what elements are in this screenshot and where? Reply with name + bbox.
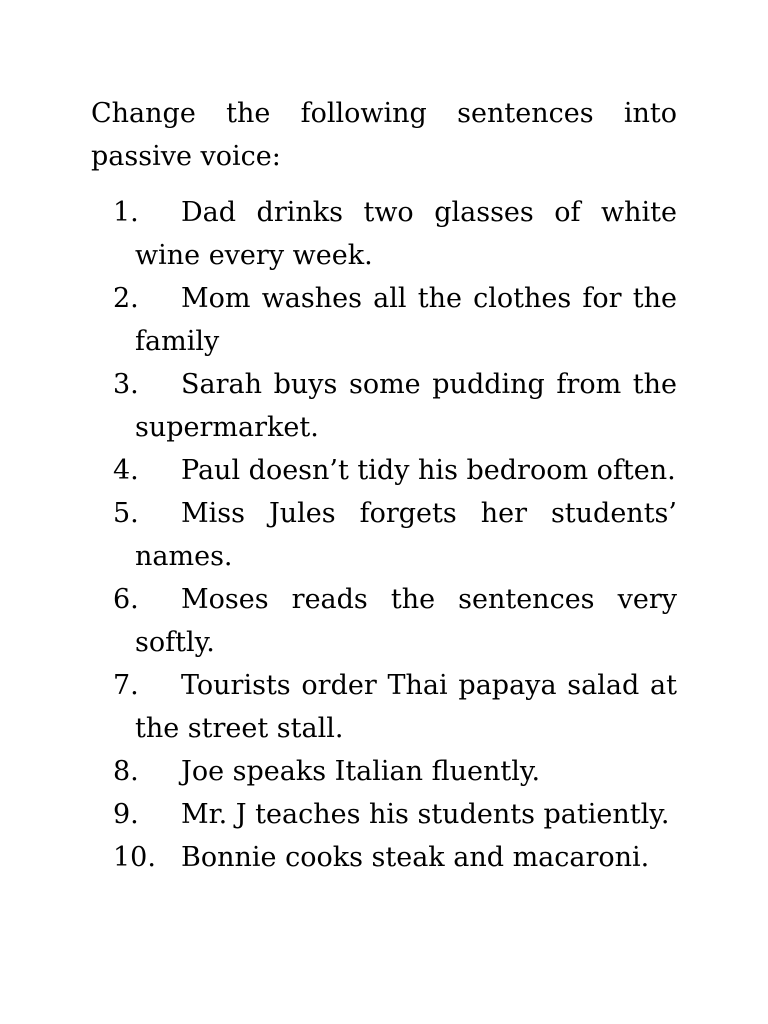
- item-text: Moses reads the sentences very softly.: [135, 584, 677, 658]
- worksheet-page: [91, 92, 677, 879]
- list-item: [91, 664, 677, 750]
- item-text: Dad drinks two glasses of white wine every week.: [135, 197, 677, 271]
- item-number: 4.: [113, 455, 139, 486]
- item-number: 9.: [113, 799, 139, 830]
- item-text: Bonnie cooks steak and macaroni.: [181, 842, 650, 873]
- item-number: 8.: [113, 756, 139, 787]
- item-number: 3.: [113, 369, 139, 400]
- item-number: 10.: [113, 842, 156, 873]
- exercise-list: [91, 191, 677, 879]
- item-number: 6.: [113, 584, 139, 615]
- instruction-text: Change the following sentences into passive voice:: [91, 98, 677, 172]
- item-number: 5.: [113, 498, 139, 529]
- list-item: [91, 363, 677, 449]
- list-item: [91, 750, 677, 793]
- item-text: Tourists order Thai papaya salad at the street stall.: [135, 670, 677, 744]
- item-text: Joe speaks Italian fluently.: [181, 756, 541, 787]
- item-number: 2.: [113, 283, 139, 314]
- item-text: Sarah buys some pudding from the supermarket.: [135, 369, 677, 443]
- item-text: Mr. J teaches his students patiently.: [181, 799, 670, 830]
- item-text: Mom washes all the clothes for the family: [135, 283, 677, 357]
- list-item: [91, 578, 677, 664]
- list-item: [91, 449, 677, 492]
- item-number: 1.: [113, 197, 139, 228]
- list-item: [91, 277, 677, 363]
- list-item: [91, 492, 677, 578]
- list-item: [91, 836, 677, 879]
- item-text: Paul doesn’t tidy his bedroom often.: [181, 455, 676, 486]
- list-item: [91, 793, 677, 836]
- item-number: 7.: [113, 670, 139, 701]
- item-text: Miss Jules forgets her students’ names.: [135, 498, 677, 572]
- list-item: [91, 191, 677, 277]
